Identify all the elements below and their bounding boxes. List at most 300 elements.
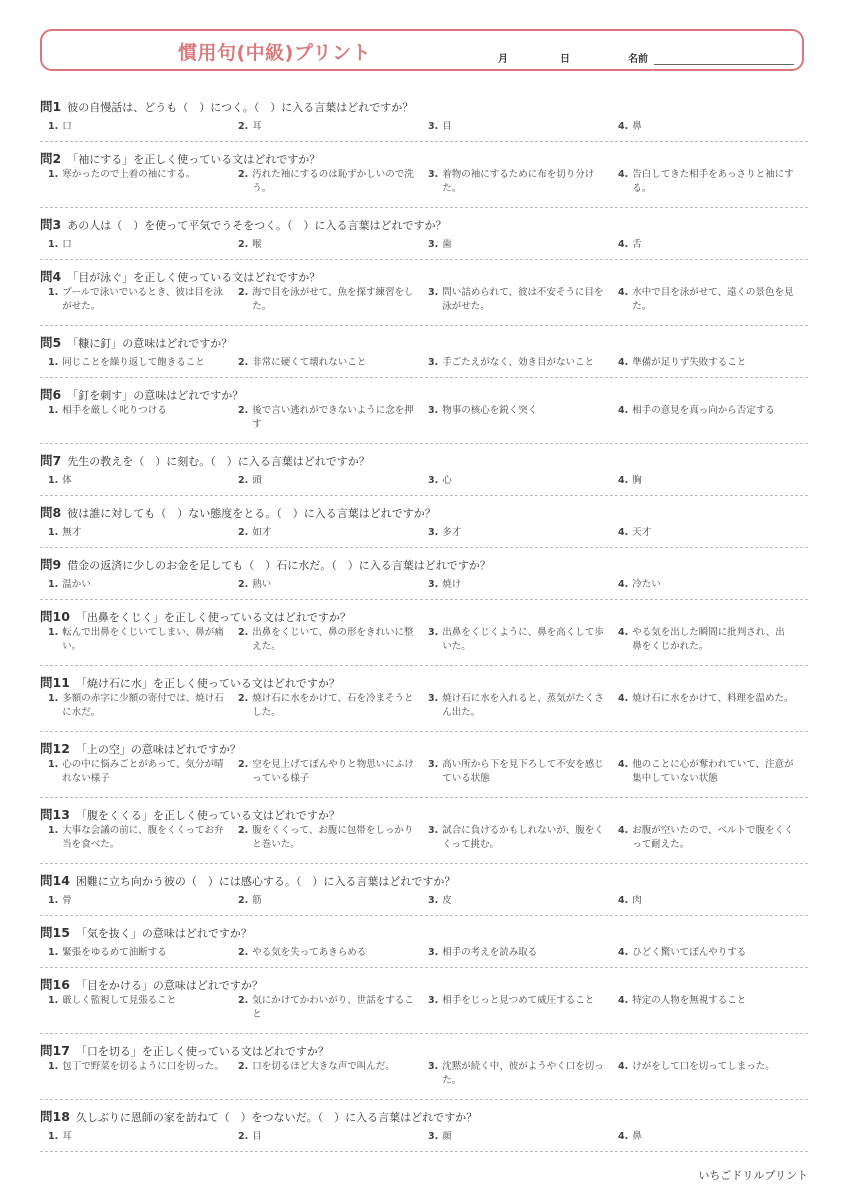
option-number: 1. [48, 1061, 59, 1072]
question-item [40, 208, 808, 260]
question-text: 「出鼻をくじく」を正しく使っている文はどれですか？ [75, 611, 351, 624]
option-text: 体 [62, 474, 72, 486]
option-text: やる気を出した瞬間に批判され、出鼻をくじかれた。 [632, 627, 785, 652]
question-header [40, 870, 455, 889]
option-text: 筋 [252, 894, 262, 906]
question-header [40, 554, 491, 573]
option-number: 3. [428, 474, 439, 486]
answer-option-1[interactable] [48, 234, 238, 255]
question-item [40, 548, 808, 600]
option-number: 2. [238, 356, 249, 368]
option-text: 如才 [252, 526, 272, 538]
question-header [40, 266, 320, 285]
answer-option-4[interactable] [618, 626, 808, 661]
question-text: 久しぶりに恩師の家を訪ねて（ ）をつないだ。（ ）に入る言葉はどれですか？ [75, 1111, 478, 1124]
name-label: 名前 [628, 54, 648, 65]
option-text: けがをして口を切ってしまった。 [632, 1061, 775, 1072]
option-number: 2. [238, 825, 249, 836]
answer-option-2[interactable] [238, 942, 428, 963]
option-text: やる気を失ってあきらめる [252, 946, 367, 958]
answer-option-2[interactable] [238, 352, 428, 373]
question-text: 彼の自慢話は、どうも（ ）につく。（ ）に入る言葉はどれですか？ [67, 101, 414, 114]
question-header [40, 384, 243, 403]
option-text: 着物の袖にするために布を切り分けた。 [442, 169, 595, 194]
question-number: 問14 [40, 873, 70, 888]
question-header [40, 672, 340, 691]
option-number: 4. [618, 825, 629, 836]
option-text: 厳しく監視して見張ること [62, 995, 177, 1006]
answer-option-4[interactable] [618, 574, 808, 595]
option-text: お腹が空いたので、ベルトで腹をくくって耐えた。 [632, 825, 794, 850]
question-header [40, 606, 351, 625]
question-number: 問6 [40, 387, 62, 402]
option-text: 心の中に悩みごとがあって、気分が晴れない様子 [62, 759, 224, 784]
option-number: 4. [618, 759, 629, 770]
question-text: 「気を抜く」の意味はどれですか？ [75, 927, 252, 940]
question-number: 問1 [40, 99, 62, 114]
answer-option-4[interactable] [618, 942, 808, 963]
page-title: 慣用句(中級)プリント [178, 42, 372, 64]
option-number: 3. [428, 693, 439, 704]
answer-option-1[interactable] [48, 758, 238, 793]
question-text: 彼は誰に対しても（ ）ない態度をとる。（ ）に入る言葉はどれですか？ [67, 507, 436, 520]
option-number: 1. [48, 578, 59, 590]
answer-option-2[interactable] [238, 626, 428, 661]
answer-option-3[interactable] [428, 522, 618, 543]
option-number: 1. [48, 356, 59, 368]
option-text: 天才 [632, 526, 652, 538]
answer-options [48, 470, 808, 491]
option-text: 頭 [252, 474, 262, 486]
answer-options [48, 1060, 808, 1095]
answer-options [48, 942, 808, 963]
answer-option-1[interactable] [48, 626, 238, 661]
answer-option-2[interactable] [238, 1126, 428, 1147]
question-header [40, 332, 232, 351]
option-text: 他のことに心が奪われていて、注意が集中していない状態 [632, 759, 794, 784]
option-number: 2. [238, 526, 249, 538]
answer-option-3[interactable] [428, 574, 618, 595]
answer-options [48, 404, 808, 439]
option-number: 3. [428, 405, 439, 416]
question-item [40, 968, 808, 1034]
option-number: 3. [428, 578, 439, 590]
option-number: 1. [48, 1130, 59, 1142]
option-number: 2. [238, 627, 249, 638]
answer-option-2[interactable] [238, 470, 428, 491]
option-text: 転んで出鼻をくじいてしまい、鼻が痛い。 [62, 627, 224, 652]
answer-options [48, 1126, 808, 1147]
question-header [40, 148, 320, 167]
option-text: 骨 [62, 894, 72, 906]
option-number: 4. [618, 627, 629, 638]
question-number: 問3 [40, 217, 62, 232]
question-text: 「上の空」の意味はどれですか？ [75, 743, 241, 756]
option-text: 相手の意見を真っ向から否定する [632, 405, 775, 416]
answer-option-4[interactable] [618, 116, 808, 137]
option-text: 温かい [62, 578, 91, 590]
question-number: 問5 [40, 335, 62, 350]
question-header [40, 96, 413, 115]
option-number: 3. [428, 995, 439, 1006]
answer-option-2[interactable] [238, 522, 428, 543]
option-number: 2. [238, 287, 249, 298]
option-text: 相手をじっと見つめて威圧すること [442, 995, 595, 1006]
option-number: 3. [428, 169, 439, 180]
option-text: 問い詰められて、彼は不安そうに目を泳がせた。 [442, 287, 604, 312]
answer-option-4[interactable] [618, 692, 808, 727]
answer-option-1[interactable] [48, 470, 238, 491]
option-text: 喉 [252, 238, 262, 250]
question-number: 問8 [40, 505, 62, 520]
question-number: 問10 [40, 609, 70, 624]
option-number: 2. [238, 894, 249, 906]
option-number: 4. [618, 1130, 629, 1142]
option-number: 3. [428, 120, 439, 132]
option-number: 2. [238, 169, 249, 180]
option-text: 多額の赤字に少額の寄付では、焼け石に水だ。 [62, 693, 224, 718]
question-number: 問17 [40, 1043, 70, 1058]
option-text: 焼け石に水を入れると、蒸気がたくさん出た。 [442, 693, 604, 718]
option-number: 2. [238, 405, 249, 416]
answer-option-1[interactable] [48, 942, 238, 963]
option-text: 物事の核心を鋭く突く [442, 405, 538, 416]
question-text: 「目が泳ぐ」を正しく使っている文はどれですか？ [67, 271, 321, 284]
option-number: 2. [238, 120, 249, 132]
header-box [40, 29, 804, 71]
option-number: 4. [618, 405, 629, 416]
option-text: 海で目を泳がせて、魚を探す練習をした。 [252, 287, 414, 312]
answer-option-3[interactable] [428, 470, 618, 491]
footer-brand: いちごドリルプリント [698, 1169, 808, 1182]
option-number: 4. [618, 120, 629, 132]
question-item [40, 378, 808, 444]
answer-option-3[interactable] [428, 692, 618, 727]
answer-option-2[interactable] [238, 574, 428, 595]
answer-option-2[interactable] [238, 692, 428, 727]
answer-option-2[interactable] [238, 824, 428, 859]
answer-option-3[interactable] [428, 352, 618, 373]
option-text: 沈黙が続く中、彼がようやく口を切った。 [442, 1061, 604, 1086]
answer-option-2[interactable] [238, 116, 428, 137]
question-header [40, 974, 263, 993]
option-text: 汚れた袖にするのは恥ずかしいので洗う。 [252, 169, 414, 194]
question-number: 問4 [40, 269, 62, 284]
answer-option-1[interactable] [48, 1060, 238, 1095]
question-header [40, 502, 436, 521]
question-item [40, 1100, 808, 1152]
option-number: 1. [48, 169, 59, 180]
option-text: 耳 [252, 120, 262, 132]
question-item [40, 260, 808, 326]
answer-options [48, 352, 808, 373]
question-number: 問7 [40, 453, 62, 468]
answer-options [48, 890, 808, 911]
day-label: 日 [560, 54, 570, 65]
answer-option-1[interactable] [48, 522, 238, 543]
option-text: 非常に硬くて壊れないこと [252, 356, 367, 368]
option-number: 1. [48, 238, 59, 250]
question-item [40, 444, 808, 496]
question-header [40, 1106, 477, 1125]
option-number: 3. [428, 825, 439, 836]
question-text: 「口を切る」を正しく使っている文はどれですか？ [75, 1045, 329, 1058]
option-number: 4. [618, 238, 629, 250]
answer-option-2[interactable] [238, 890, 428, 911]
option-text: 肉 [632, 894, 642, 906]
answer-option-4[interactable] [618, 824, 808, 859]
option-text: 相手の考えを読み取る [442, 946, 538, 958]
option-text: 特定の人物を無視すること [632, 995, 747, 1006]
answer-option-1[interactable] [48, 116, 238, 137]
question-number: 問11 [40, 675, 70, 690]
option-number: 3. [428, 1130, 439, 1142]
option-number: 2. [238, 1130, 249, 1142]
option-number: 1. [48, 759, 59, 770]
option-text: 耳 [62, 1130, 72, 1142]
answer-option-4[interactable] [618, 758, 808, 793]
option-text: 気にかけてかわいがり、世話をすること [252, 995, 414, 1020]
option-number: 4. [618, 894, 629, 906]
answer-option-2[interactable] [238, 758, 428, 793]
answer-option-2[interactable] [238, 286, 428, 321]
question-number: 問12 [40, 741, 70, 756]
option-text: 焼け [442, 578, 462, 590]
option-text: 出鼻をくじくように、鼻を高くして歩いた。 [442, 627, 604, 652]
option-number: 1. [48, 995, 59, 1006]
question-text: 借金の返済に少しのお金を足しても（ ）石に水だ。（ ）に入る言葉はどれですか？ [67, 559, 491, 572]
option-number: 3. [428, 287, 439, 298]
answer-option-3[interactable] [428, 1060, 618, 1095]
answer-option-4[interactable] [618, 168, 808, 203]
option-text: 多才 [442, 526, 462, 538]
answer-option-4[interactable] [618, 470, 808, 491]
answer-option-1[interactable] [48, 824, 238, 859]
answer-option-3[interactable] [428, 404, 618, 439]
question-text: 「糠に釘」の意味はどれですか？ [67, 337, 233, 350]
option-number: 1. [48, 946, 59, 958]
option-number: 1. [48, 405, 59, 416]
answer-option-3[interactable] [428, 994, 618, 1029]
option-number: 3. [428, 356, 439, 368]
answer-options [48, 234, 808, 255]
option-text: 寒かったので上着の袖にする。 [62, 169, 196, 180]
answer-option-1[interactable] [48, 352, 238, 373]
question-text: あの人は（ ）を使って平気でうそをつく。（ ）に入る言葉はどれですか？ [67, 219, 447, 232]
option-text: ひどく驚いてぼんやりする [632, 946, 747, 958]
option-number: 4. [618, 356, 629, 368]
option-number: 2. [238, 693, 249, 704]
option-text: 鼻 [632, 120, 642, 132]
option-text: 熱い [252, 578, 272, 590]
option-number: 4. [618, 693, 629, 704]
answer-option-2[interactable] [238, 404, 428, 439]
question-text: 先生の教えを（ ）に刻む。（ ）に入る言葉はどれですか？ [67, 455, 370, 468]
answer-option-3[interactable] [428, 1126, 618, 1147]
option-text: 大事な会議の前に、腹をくくってお弁当を食べた。 [62, 825, 224, 850]
option-text: 顔 [442, 1130, 452, 1142]
option-number: 2. [238, 995, 249, 1006]
question-header [40, 922, 252, 941]
question-text: 「袖にする」を正しく使っている文はどれですか？ [67, 153, 321, 166]
answer-option-3[interactable] [428, 758, 618, 793]
question-text: 「焼け石に水」を正しく使っている文はどれですか？ [75, 677, 340, 690]
answer-option-1[interactable] [48, 168, 238, 203]
answer-option-2[interactable] [238, 1060, 428, 1095]
option-number: 4. [618, 995, 629, 1006]
answer-options [48, 758, 808, 793]
answer-options [48, 168, 808, 203]
option-number: 4. [618, 526, 629, 538]
answer-option-1[interactable] [48, 1126, 238, 1147]
answer-option-2[interactable] [238, 168, 428, 203]
question-item [40, 666, 808, 732]
answer-option-3[interactable] [428, 286, 618, 321]
answer-options [48, 116, 808, 137]
answer-option-4[interactable] [618, 404, 808, 439]
answer-option-3[interactable] [428, 890, 618, 911]
question-item [40, 496, 808, 548]
option-text: 舌 [632, 238, 642, 250]
answer-option-1[interactable] [48, 286, 238, 321]
option-number: 1. [48, 825, 59, 836]
answer-options [48, 626, 808, 661]
question-item [40, 600, 808, 666]
option-text: 口を切るほど大きな声で叫んだ。 [252, 1061, 395, 1072]
question-item [40, 798, 808, 864]
question-item [40, 326, 808, 378]
option-number: 4. [618, 287, 629, 298]
option-number: 2. [238, 1061, 249, 1072]
option-number: 4. [618, 1061, 629, 1072]
option-text: 高い所から下を見下ろして不安を感じている状態 [442, 759, 604, 784]
answer-option-3[interactable] [428, 116, 618, 137]
option-text: 包丁で野菜を切るように口を切った。 [62, 1061, 224, 1072]
question-header [40, 450, 370, 469]
option-number: 1. [48, 894, 59, 906]
answer-option-2[interactable] [238, 994, 428, 1029]
option-number: 4. [618, 474, 629, 486]
option-text: プールで泳いでいるとき、彼は目を泳がせた。 [62, 287, 223, 312]
answer-option-4[interactable] [618, 522, 808, 543]
month-label: 月 [498, 54, 508, 65]
option-number: 1. [48, 693, 59, 704]
question-text: 「腹をくくる」を正しく使っている文はどれですか？ [75, 809, 340, 822]
option-number: 3. [428, 759, 439, 770]
answer-options [48, 824, 808, 859]
question-list [40, 90, 808, 1152]
answer-option-4[interactable] [618, 286, 808, 321]
option-number: 4. [618, 169, 629, 180]
answer-option-4[interactable] [618, 352, 808, 373]
answer-option-3[interactable] [428, 168, 618, 203]
option-text: 後で言い逃れができないように念を押す [252, 405, 414, 430]
option-text: 水中で目を泳がせて、遠くの景色を見た。 [632, 287, 794, 312]
answer-option-1[interactable] [48, 692, 238, 727]
option-text: 緊張をゆるめて油断する [62, 946, 167, 958]
answer-options [48, 692, 808, 727]
option-text: 冷たい [632, 578, 661, 590]
question-number: 問13 [40, 807, 70, 822]
option-text: 口 [62, 238, 72, 250]
answer-option-4[interactable] [618, 890, 808, 911]
answer-option-3[interactable] [428, 824, 618, 859]
question-number: 問18 [40, 1109, 70, 1124]
option-number: 1. [48, 474, 59, 486]
option-text: 目 [442, 120, 452, 132]
option-text: 鼻 [632, 1130, 642, 1142]
option-text: 目 [252, 1130, 262, 1142]
option-number: 3. [428, 526, 439, 538]
answer-option-4[interactable] [618, 1060, 808, 1095]
answer-option-3[interactable] [428, 626, 618, 661]
option-text: 焼け石に水をかけて、石を冷まそうとした。 [252, 693, 414, 718]
option-number: 3. [428, 627, 439, 638]
answer-option-4[interactable] [618, 234, 808, 255]
option-number: 4. [618, 946, 629, 958]
answer-option-4[interactable] [618, 994, 808, 1029]
question-item [40, 732, 808, 798]
question-item [40, 1034, 808, 1100]
option-text: 同じことを繰り返して飽きること [62, 356, 205, 368]
question-item [40, 142, 808, 208]
question-text: 困難に立ち向かう彼の（ ）には感心する。（ ）に入る言葉はどれですか？ [75, 875, 456, 888]
question-number: 問16 [40, 977, 70, 992]
option-number: 4. [618, 578, 629, 590]
answer-option-2[interactable] [238, 234, 428, 255]
question-header [40, 738, 241, 757]
option-text: 試合に負けるかもしれないが、腹をくくって挑む。 [442, 825, 604, 850]
question-number: 問2 [40, 151, 62, 166]
option-text: 歯 [442, 238, 452, 250]
question-item [40, 90, 808, 142]
option-number: 3. [428, 238, 439, 250]
option-text: 手ごたえがなく、効き目がないこと [442, 356, 595, 368]
answer-option-4[interactable] [618, 1126, 808, 1147]
option-text: 焼け石に水をかけて、料理を温めた。 [632, 693, 794, 704]
option-number: 2. [238, 946, 249, 958]
option-text: 心 [442, 474, 452, 486]
answer-options [48, 574, 808, 595]
question-text: 「釘を刺す」の意味はどれですか？ [67, 389, 244, 402]
answer-option-3[interactable] [428, 234, 618, 255]
option-text: 腹をくくって、お腹に包帯をしっかりと巻いた。 [252, 825, 414, 850]
answer-options [48, 522, 808, 543]
option-text: 口 [62, 120, 72, 132]
answer-options [48, 994, 808, 1029]
name-field[interactable] [654, 64, 794, 65]
answer-option-1[interactable] [48, 404, 238, 439]
answer-option-1[interactable] [48, 994, 238, 1029]
question-header [40, 804, 340, 823]
question-item [40, 916, 808, 968]
option-number: 1. [48, 526, 59, 538]
option-number: 2. [238, 578, 249, 590]
answer-option-1[interactable] [48, 890, 238, 911]
option-number: 3. [428, 946, 439, 958]
question-number: 問15 [40, 925, 70, 940]
answer-option-3[interactable] [428, 942, 618, 963]
question-header [40, 1040, 329, 1059]
option-text: 皮 [442, 894, 452, 906]
answer-option-1[interactable] [48, 574, 238, 595]
option-text: 無才 [62, 526, 82, 538]
question-number: 問9 [40, 557, 62, 572]
answer-options [48, 286, 808, 321]
option-text: 空を見上げてぼんやりと物思いにふけっている様子 [252, 759, 414, 784]
option-number: 2. [238, 759, 249, 770]
option-text: 胸 [632, 474, 642, 486]
